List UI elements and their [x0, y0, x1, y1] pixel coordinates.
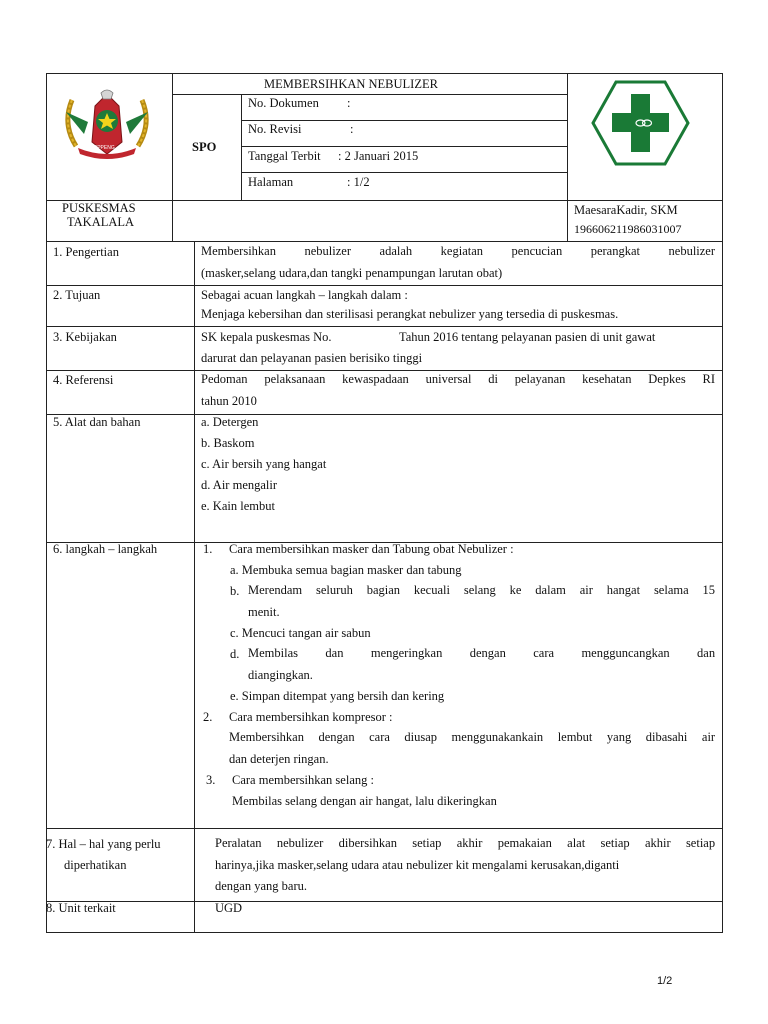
- word: dan: [325, 646, 344, 660]
- substep-d-label: d.: [230, 647, 240, 661]
- substep-b-line2: menit.: [248, 605, 280, 619]
- word: akhir: [456, 836, 483, 850]
- word: dengan: [469, 646, 506, 660]
- spo-label: SPO: [192, 140, 217, 154]
- substep-b-label: b.: [230, 584, 240, 598]
- word: air: [701, 730, 716, 744]
- referensi-text-line1: [201, 372, 715, 387]
- word: kegiatan: [440, 244, 484, 258]
- row-label-langkah: 6. langkah – langkah: [53, 542, 158, 556]
- word: dalam: [535, 583, 566, 597]
- page-label: Halaman: [248, 175, 294, 189]
- word: nebulizer: [304, 244, 352, 258]
- hal-text-line3: dengan yang baru.: [215, 879, 307, 893]
- word: air: [579, 583, 593, 597]
- word: Pedoman: [201, 372, 248, 386]
- issue-date-value: : 2 Januari 2015: [338, 149, 419, 163]
- word: Membersihkan: [201, 244, 276, 258]
- signer-id: 196606211986031007: [574, 222, 682, 236]
- word: perangkat: [590, 244, 640, 258]
- substep-d-line2: diangingkan.: [248, 668, 313, 682]
- puskesmas-logo-icon: [591, 80, 690, 166]
- pengertian-text-line1: [201, 244, 715, 259]
- word: setiap: [600, 836, 630, 850]
- pengertian-text-line2: (masker,selang udara,dan tangki penampungan larutan obat): [201, 266, 503, 280]
- word: hangat: [606, 583, 641, 597]
- row-label-referensi: 4. Referensi: [53, 373, 114, 387]
- word: menggunakankain: [451, 730, 544, 744]
- word: alat: [567, 836, 586, 850]
- word: dibersihkan: [338, 836, 397, 850]
- doc-number-separator: :: [347, 96, 351, 110]
- column-divider: [194, 241, 195, 933]
- word: nebulizer: [276, 836, 324, 850]
- header-divider: [172, 94, 567, 95]
- kebijakan-text-line2: darurat dan pelayanan pasien berisiko tinggi: [201, 351, 423, 365]
- tujuan-text-line2: Menjaga kebersihan dan sterilisasi perangkat nebulizer yang tersedia di puskesmas.: [201, 307, 619, 321]
- page-number: 1/2: [657, 975, 673, 987]
- header-divider: [241, 94, 242, 200]
- word: setiap: [685, 836, 716, 850]
- word: pemakaian: [497, 836, 552, 850]
- step3-text-line1: Membilas selang dengan air hangat, lalu dikeringkan: [232, 794, 497, 808]
- kebijakan-text-part1: SK kepala puskesmas No.: [201, 330, 332, 344]
- step-number: 2.: [203, 710, 213, 724]
- revision-separator: :: [350, 122, 354, 136]
- row-divider: [46, 414, 723, 415]
- word: pelaksanaan: [264, 372, 326, 386]
- word: adalah: [379, 244, 413, 258]
- row-label-alat: 5. Alat dan bahan: [53, 415, 141, 429]
- revision-label: No. Revisi: [248, 122, 302, 136]
- step-number: 1.: [203, 542, 213, 556]
- word: mengguncangkan: [581, 646, 670, 660]
- row-label-kebijakan: 3. Kebijakan: [53, 330, 117, 344]
- row-label-unit: 8. Unit terkait: [46, 901, 116, 915]
- step-title: Cara membersihkan masker dan Tabung obat Nebulizer :: [229, 542, 514, 556]
- row-divider: [46, 326, 723, 327]
- header-divider: [241, 146, 567, 147]
- header-divider: [46, 200, 723, 201]
- rice-stalk-right: [138, 100, 146, 146]
- header-divider: [567, 73, 568, 242]
- word: selang: [463, 583, 496, 597]
- substep-d-line1: [248, 646, 715, 661]
- kebijakan-text-part2: Tahun 2016 tentang pelayanan pasien di unit gawat: [399, 330, 656, 344]
- word: Depkes: [648, 372, 686, 386]
- word: Peralatan: [215, 836, 262, 850]
- word: Merendam: [248, 583, 303, 597]
- word: RI: [702, 372, 716, 386]
- word: setiap: [412, 836, 442, 850]
- document-title: MEMBERSIHKAN NEBULIZER: [264, 77, 438, 91]
- list-item: e. Kain lembut: [201, 499, 275, 513]
- word: cara: [533, 646, 555, 660]
- row-divider: [46, 285, 723, 286]
- row-divider: [46, 370, 723, 371]
- word: kesehatan: [582, 372, 632, 386]
- substep-b-line1: [248, 583, 715, 598]
- list-item: b. Baskom: [201, 436, 255, 450]
- hal-text-line2: harinya,jika masker,selang udara atau nebulizer kit mengalami kerusakan,diganti: [215, 858, 620, 872]
- word: 15: [702, 583, 716, 597]
- word: kecuali: [413, 583, 450, 597]
- row-divider: [46, 828, 723, 829]
- row-label-hal-line1: 7. Hal – hal yang perlu: [46, 837, 161, 851]
- issue-date-label: Tanggal Terbit: [248, 149, 321, 163]
- org-name-line1: PUSKESMAS: [62, 201, 136, 215]
- row-label-tujuan: 2. Tujuan: [53, 288, 101, 302]
- tujuan-text-line1: Sebagai acuan langkah – langkah dalam :: [201, 288, 408, 302]
- step2-text-line1: [229, 730, 715, 745]
- step-title: Cara membersihkan selang :: [232, 773, 374, 787]
- header-divider: [172, 73, 173, 242]
- substep-e: e. Simpan ditempat yang bersih dan kering: [230, 689, 445, 703]
- word: seluruh: [316, 583, 353, 597]
- word: cara: [369, 730, 390, 744]
- substep-a: a. Membuka semua bagian masker dan tabung: [230, 563, 462, 577]
- step-title: Cara membersihkan kompresor :: [229, 710, 393, 724]
- substep-c: c. Mencuci tangan air sabun: [230, 626, 371, 640]
- doc-number-label: No. Dokumen: [248, 96, 319, 110]
- referensi-text-line2: tahun 2010: [201, 394, 257, 408]
- row-label-pengertian: 1. Pengertian: [53, 245, 119, 259]
- word: yang: [606, 730, 632, 744]
- word: selama: [653, 583, 689, 597]
- word: Membersihkan: [229, 730, 304, 744]
- org-name-line2: TAKALALA: [67, 215, 135, 229]
- word: dan: [697, 646, 716, 660]
- word: dibasahi: [645, 730, 688, 744]
- word: dengan: [318, 730, 355, 744]
- row-divider: [46, 901, 723, 902]
- word: nebulizer: [668, 244, 716, 258]
- word: lembut: [557, 730, 593, 744]
- word: Membilas: [248, 646, 298, 660]
- word: ke: [509, 583, 522, 597]
- row-label-hal-line2: diperhatikan: [64, 858, 127, 872]
- word: akhir: [644, 836, 671, 850]
- emblem-caption: SOPPENG: [90, 145, 115, 151]
- list-item: c. Air bersih yang hangat: [201, 457, 327, 471]
- step2-text-line2: dan deterjen ringan.: [229, 752, 329, 766]
- word: kewaspadaan: [342, 372, 409, 386]
- page-value: : 1/2: [347, 175, 370, 189]
- word: universal: [425, 372, 472, 386]
- word: pelayanan: [514, 372, 566, 386]
- word: mengeringkan: [370, 646, 443, 660]
- word: diusap: [404, 730, 438, 744]
- list-item: a. Detergen: [201, 415, 259, 429]
- hal-text-line1: [215, 836, 715, 851]
- signer-name: MaesaraKadir, SKM: [574, 203, 678, 217]
- header-divider: [241, 172, 567, 173]
- unit-value: UGD: [215, 901, 243, 915]
- word: bagian: [366, 583, 401, 597]
- word: di: [488, 372, 498, 386]
- list-item: d. Air mengalir: [201, 478, 278, 492]
- word: pencucian: [511, 244, 563, 258]
- rice-stalk-left: [68, 100, 76, 146]
- step-number: 3.: [206, 773, 216, 787]
